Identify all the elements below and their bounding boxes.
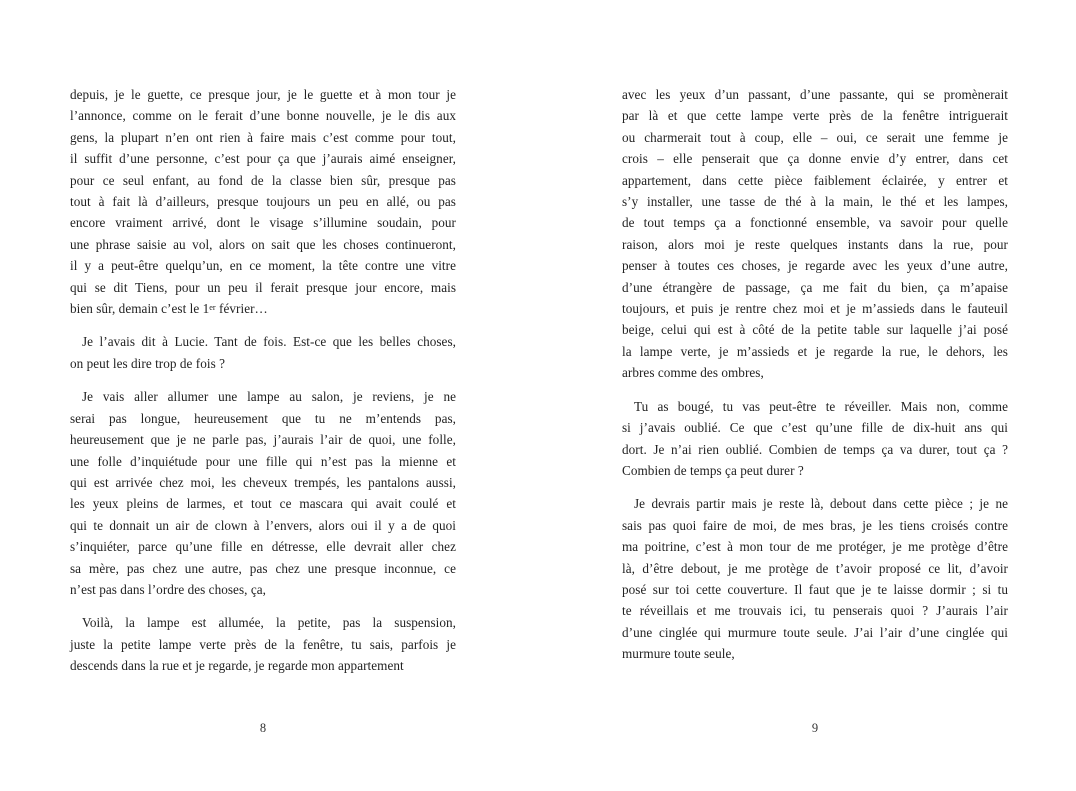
paragraph: [70, 612, 456, 676]
text-line: appartement, dans cette pièce faiblement éclairée, y entrer et: [622, 172, 1008, 188]
text-line: ou charmerait tout à coup, elle – oui, ce serait une femme je: [622, 129, 1008, 145]
text-line: serai pas longue, heureusement que tu ne m’entends pas,: [70, 410, 456, 426]
text-line: s’inquiéter, parce qu’une fille en détresse, elle devrait aller chez: [70, 539, 456, 555]
text-line: la lampe verte, je m’assieds et je regarde la rue, le dehors, les: [622, 343, 1008, 359]
text-line: qui se dit Tiens, pour un peu il ferait presque jour encore, mais: [70, 279, 456, 295]
text-line: Voilà, la lampe est allumée, la petite, pas la suspension,: [82, 615, 456, 631]
text-line: Tu as bougé, tu vas peut-être te réveiller. Mais non, comme: [634, 398, 1008, 414]
text-line: une folle d’inquiétude pour une fille qui n’est pas la mienne et: [70, 453, 456, 469]
text-line: il y a peut-être quelqu’un, en ce moment, la tête contre une vitre: [70, 258, 456, 274]
text-line: n’est pas dans l’ordre des choses, ça,: [70, 581, 266, 597]
text-line: il suffit d’une personne, c’est pour ça que j’aurais aimé enseigner,: [70, 151, 456, 167]
page-right-text: [622, 84, 1008, 665]
page-number-left: 8: [259, 721, 267, 735]
page-number-right: 9: [811, 721, 819, 735]
text-line: penser à toutes ces choses, je regarde avec les yeux d’une autre,: [622, 258, 1008, 274]
text-line: avec les yeux d’un passant, d’une passante, qui se promènerait: [622, 87, 1008, 102]
text-line: te réveillais et me trouvais ici, tu penserais quoi ? J’aurais l’air: [622, 603, 1008, 619]
text-line: tout à fait là d’ailleurs, presque toujours un peu en allé, ou pas: [70, 194, 456, 210]
text-line: pour ce seul enfant, au fond de la classe bien sûr, presque pas: [70, 172, 456, 188]
text-line: depuis, je le guette, ce presque jour, je le guette et à mon tour je: [70, 87, 456, 102]
text-line: gens, la plupart n’en ont rien à faire mais c’est comme pour tout,: [70, 129, 456, 145]
text-line: de tout temps ça a fonctionné ensemble, va savoir pour quelle: [622, 215, 1008, 231]
paragraph: [622, 493, 1008, 664]
text-line: si j’avais oublié. Ce que c’est qu’une fille de dix-huit ans qui: [622, 420, 1008, 436]
text-line: qui te donnait un air de clown à l’envers, alors oui il y a de quoi: [70, 517, 456, 533]
text-line: murmure toute seule,: [622, 646, 735, 662]
text-line: raison, alors moi je reste quelques instants dans la rue, pour: [622, 236, 1008, 252]
text-line: descends dans la rue et je regarde, je regarde mon appartement: [70, 658, 404, 674]
text-line: bien sûr, demain c’est le 1er février…: [70, 301, 268, 317]
text-line: les yeux pleins de larmes, et tout ce mascara qui avait coulé et: [70, 496, 456, 512]
paragraph: [622, 84, 1008, 384]
text-line: juste la petite lampe verte près de la fenêtre, tu sais, parfois je: [70, 636, 456, 652]
text-line: beige, celui qui est à côté de la petite table sur laquelle j’ai posé: [622, 322, 1008, 338]
text-line: dort. Je n’ai rien oublié. Combien de temps ça va durer, tout ça ?: [622, 441, 1008, 457]
text-line: une phrase saisie au vol, alors on sait que les choses continueront,: [70, 236, 456, 252]
text-line: Je devrais partir mais je reste là, debout dans cette pièce ; je ne: [634, 496, 1008, 512]
text-line: on peut les dire trop de fois ?: [70, 355, 225, 371]
text-line: Je vais aller allumer une lampe au salon, je reviens, je ne: [82, 389, 456, 405]
text-line: d’une cinglée qui murmure toute seule. J’ai l’air d’une cinglée qui: [622, 624, 1008, 640]
text-line: heureusement que je ne parle pas, j’aurais l’air de quoi, une folle,: [70, 432, 456, 448]
text-line: sa mère, pas chez une autre, pas chez une presque inconnue, ce: [70, 560, 456, 576]
text-line: Combien de temps ça peut durer ?: [622, 462, 804, 478]
paragraph: [70, 386, 456, 600]
paragraph: [622, 396, 1008, 482]
text-line: s’y installer, une tasse de thé à la main, le thé et les lampes,: [622, 194, 1008, 210]
paragraph: [70, 331, 456, 374]
text-line: ma poitrine, c’est à mon tour de me protéger, je me protège d’être: [622, 539, 1008, 555]
text-line: arbres comme des ombres,: [622, 365, 764, 381]
page-left-text: [70, 84, 456, 677]
text-line: Je l’avais dit à Lucie. Tant de fois. Est-ce que les belles choses,: [82, 334, 456, 350]
text-line: qui est arrivée chez moi, les cheveux trempés, les pantalons aussi,: [70, 474, 456, 490]
text-line: encore vraiment arrivé, dont le visage s’illumine soudain, pour: [70, 215, 456, 231]
text-line: crois – elle penserait que ça donne envie d’y entrer, dans cet: [622, 151, 1008, 167]
text-line: par là et que cette lampe verte près de la fenêtre intriguerait: [622, 108, 1008, 124]
text-line: d’une étrangère de passage, ça me fait du bien, ça m’apaise: [622, 279, 1008, 295]
text-line: toujours, et puis je rentre chez moi et je m’assieds dans le fauteuil: [622, 301, 1008, 317]
text-line: posé sur toi cette couverture. Il faut que je te laisse dormir ; si tu: [622, 581, 1008, 597]
text-line: sais pas quoi faire de moi, de mes bras, je les tiens croisés contre: [622, 517, 1008, 533]
text-line: là, d’être debout, je me protège de t’avoir proposé ce lit, d’avoir: [622, 560, 1008, 576]
paragraph: [70, 84, 456, 319]
text-line: l’annonce, comme on le ferait d’une bonne nouvelle, je le dis aux: [70, 108, 456, 124]
